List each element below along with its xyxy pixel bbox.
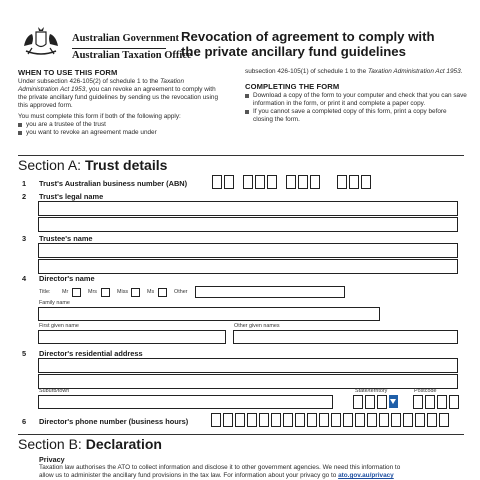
phone-digit-9[interactable] xyxy=(307,413,317,427)
postcode-digit-4[interactable] xyxy=(449,395,459,409)
q2-number: 2 xyxy=(22,192,27,201)
q4-label: Director's name xyxy=(39,274,95,283)
when-para-part-1: Under subsection 426-105(2) of schedule 1 to the xyxy=(18,78,161,85)
section-a-rule xyxy=(18,155,464,156)
state-char-3[interactable] xyxy=(377,395,387,409)
phone-digit-20[interactable] xyxy=(439,413,449,427)
when-act: Taxation Administration Act 1953 xyxy=(18,78,185,93)
postcode-digit-1[interactable] xyxy=(413,395,423,409)
q5-label: Director's residential address xyxy=(39,349,143,358)
postcode-label: Postcode xyxy=(414,388,437,394)
other-given-label: Other given names xyxy=(234,323,280,329)
postcode-digit-2[interactable] xyxy=(425,395,435,409)
continued-text xyxy=(245,68,467,76)
phone-digit-7[interactable] xyxy=(283,413,293,427)
continued-part-2: . xyxy=(460,68,463,75)
trustee-name-line-2[interactable] xyxy=(38,259,458,274)
other-given-input[interactable] xyxy=(233,330,458,344)
abn-digit-3[interactable] xyxy=(243,175,253,189)
q6-label: Director's phone number (business hours) xyxy=(39,417,189,426)
phone-digit-5[interactable] xyxy=(259,413,269,427)
phone-digit-14[interactable] xyxy=(367,413,377,427)
section-b-rule xyxy=(18,434,464,435)
phone-digit-8[interactable] xyxy=(295,413,305,427)
abn-digit-6[interactable] xyxy=(286,175,296,189)
phone-digit-18[interactable] xyxy=(415,413,425,427)
suburb-label: Suburb/town xyxy=(39,388,70,394)
abn-digit-10[interactable] xyxy=(349,175,359,189)
privacy-line-2 xyxy=(39,472,467,480)
continued-part-1: subsection 426-105(1) of schedule 1 to the xyxy=(245,68,368,75)
abn-digit-4[interactable] xyxy=(255,175,265,189)
abn-digit-1[interactable] xyxy=(212,175,222,189)
title-miss-checkbox[interactable] xyxy=(131,288,140,297)
privacy-heading: Privacy xyxy=(39,455,65,464)
state-select[interactable] xyxy=(353,395,401,409)
revoke-bullet: you want to revoke an agreement made under xyxy=(18,129,224,137)
must-complete-text: You must complete this form if both of the following apply: xyxy=(18,113,181,120)
abn-digit-5[interactable] xyxy=(267,175,277,189)
first-given-input[interactable] xyxy=(38,330,226,344)
title-miss-label: Miss xyxy=(117,289,129,295)
title-mrs-checkbox[interactable] xyxy=(101,288,110,297)
state-char-2[interactable] xyxy=(365,395,375,409)
privacy-line-1: Taxation law authorises the ATO to collect information and disclose it to other government agencies. We need this information to xyxy=(39,464,401,471)
form-title-line-2: the private ancillary fund guidelines xyxy=(181,44,406,59)
form-title-line-1: Revocation of agreement to comply with xyxy=(181,29,435,44)
family-name-input[interactable] xyxy=(38,307,380,321)
phone-input[interactable] xyxy=(211,413,461,427)
section-a-title: Trust details xyxy=(84,157,168,173)
abn-input[interactable] xyxy=(212,175,462,189)
abn-digit-2[interactable] xyxy=(224,175,234,189)
phone-digit-13[interactable] xyxy=(355,413,365,427)
intro-right xyxy=(245,68,467,124)
phone-digit-3[interactable] xyxy=(235,413,245,427)
trustee-name-line-1[interactable] xyxy=(38,243,458,258)
phone-digit-19[interactable] xyxy=(427,413,437,427)
title-mrs-label: Mrs xyxy=(88,289,97,295)
family-name-label: Family name xyxy=(39,300,70,306)
phone-digit-6[interactable] xyxy=(271,413,281,427)
postcode-digit-3[interactable] xyxy=(437,395,447,409)
q5-number: 5 xyxy=(22,349,27,358)
privacy-link[interactable]: ato.gov.au/privacy xyxy=(338,472,394,479)
trustee-bullet: you are a trustee of the trust xyxy=(18,121,224,129)
q2-label: Trust's legal name xyxy=(39,192,104,201)
section-b-heading xyxy=(18,436,162,452)
abn-digit-11[interactable] xyxy=(361,175,371,189)
title-other-label: Other xyxy=(174,289,188,295)
q1-number: 1 xyxy=(22,179,27,188)
address-line-1[interactable] xyxy=(38,358,458,373)
phone-digit-1[interactable] xyxy=(211,413,221,427)
postcode-input[interactable] xyxy=(413,395,461,409)
state-label: State/territory xyxy=(355,388,388,394)
phone-digit-10[interactable] xyxy=(319,413,329,427)
phone-digit-17[interactable] xyxy=(403,413,413,427)
title-ms-label: Ms xyxy=(147,289,155,295)
q1-label: Trust's Australian business number (ABN) xyxy=(39,179,188,188)
completing-heading: COMPLETING THE FORM xyxy=(245,82,340,91)
gov-line-2: Australian Taxation Office xyxy=(72,50,192,61)
phone-digit-4[interactable] xyxy=(247,413,257,427)
title-other-input[interactable] xyxy=(195,286,345,298)
phone-digit-16[interactable] xyxy=(391,413,401,427)
phone-digit-2[interactable] xyxy=(223,413,233,427)
trust-legal-name-line-2[interactable] xyxy=(38,217,458,232)
phone-digit-12[interactable] xyxy=(343,413,353,427)
phone-digit-11[interactable] xyxy=(331,413,341,427)
continued-act: Taxation Administration Act 1953 xyxy=(367,68,461,75)
title-mr-checkbox[interactable] xyxy=(72,288,81,297)
phone-digit-15[interactable] xyxy=(379,413,389,427)
when-paragraph xyxy=(18,78,224,110)
suburb-input[interactable] xyxy=(38,395,333,409)
section-b-title: Declaration xyxy=(85,436,162,452)
title-label: Title: xyxy=(39,289,51,295)
when-para-part-2: , you can revoke an agreement to comply with the private ancillary fund guidelines by sending us the revocation using this approved form. xyxy=(18,86,219,109)
abn-digit-9[interactable] xyxy=(337,175,347,189)
gov-divider xyxy=(72,48,166,49)
abn-digit-8[interactable] xyxy=(310,175,320,189)
q4-number: 4 xyxy=(22,274,27,283)
abn-digit-7[interactable] xyxy=(298,175,308,189)
gov-line-1: Australian Government xyxy=(72,33,180,44)
section-a-prefix: Section A: xyxy=(18,157,82,173)
print-bullet: If you cannot save a completed copy of this form, print a copy before closing the form. xyxy=(245,108,467,124)
address-line-2[interactable] xyxy=(38,374,458,389)
first-given-label: First given name xyxy=(39,323,79,329)
state-char-1[interactable] xyxy=(353,395,363,409)
q3-number: 3 xyxy=(22,234,27,243)
trust-legal-name-line-1[interactable] xyxy=(38,201,458,216)
when-heading: WHEN TO USE THIS FORM xyxy=(18,68,118,77)
title-mr-label: Mr xyxy=(62,289,69,295)
q6-number: 6 xyxy=(22,417,27,426)
intro-left xyxy=(18,68,224,137)
section-b-prefix: Section B: xyxy=(18,436,82,452)
form-title xyxy=(181,29,471,59)
chevron-down-icon[interactable] xyxy=(389,395,398,408)
section-a-heading xyxy=(18,157,167,173)
privacy-line-2-text: allow us to administer the ancillary fund provisions in the tax law. For information about your privacy go to xyxy=(39,472,339,479)
q3-label: Trustee's name xyxy=(39,234,93,243)
coat-of-arms-icon xyxy=(18,24,64,58)
title-ms-checkbox[interactable] xyxy=(158,288,167,297)
download-bullet: Download a copy of the form to your computer and check that you can save information in the form, or print it and complete a paper copy. xyxy=(245,92,467,108)
